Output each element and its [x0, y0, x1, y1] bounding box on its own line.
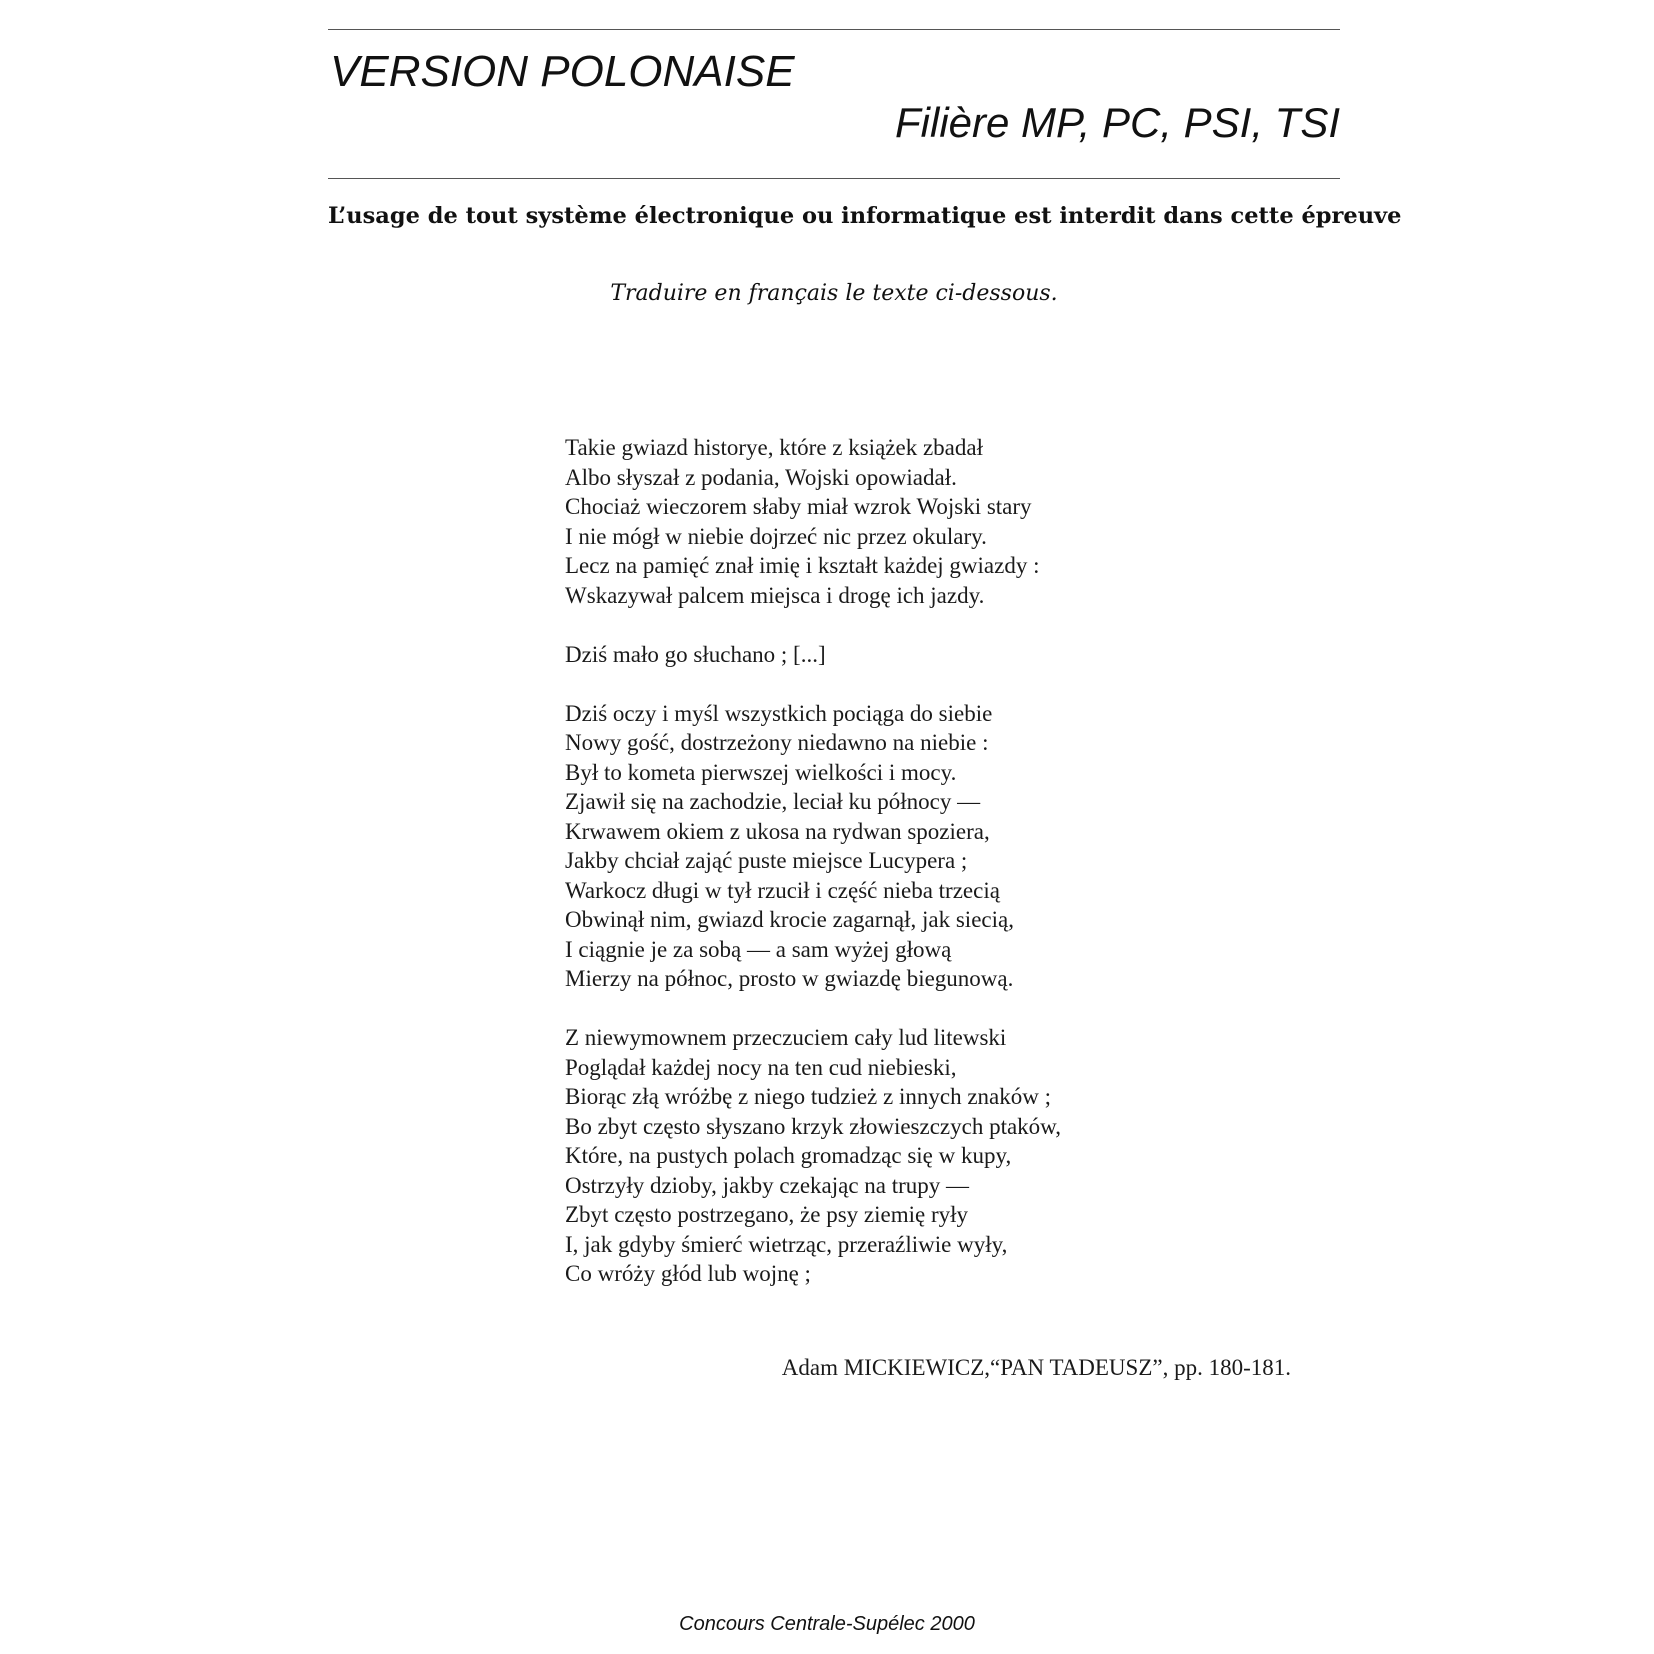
poem-citation: Adam MICKIEWICZ,“PAN TADEUSZ”, pp. 180-181. — [781, 1355, 1291, 1380]
poem-line: Poglądał każdej nocy na ten cud niebieski, — [565, 1054, 957, 1080]
poem-text — [565, 433, 1061, 1289]
poem-line: Chociaż wieczorem słaby miał wzrok Wojski stary — [565, 494, 1032, 519]
poem-line: Krwawem okiem z ukosa na rydwan spoziera, — [565, 818, 990, 844]
poem-line: Nowy gość, dostrzeżony niedawno na niebie : — [565, 730, 989, 755]
poem-line: Dziś oczy i myśl wszystkich pociąga do siebie — [565, 700, 993, 726]
poem-stanza — [565, 640, 1061, 670]
poem-line: Był to kometa pierwszej wielkości i mocy. — [565, 759, 957, 785]
page-footer: Concours Centrale-Supélec 2000 — [679, 1613, 975, 1635]
poem-line: Które, na pustych polach gromadząc się w kupy, — [565, 1143, 1012, 1168]
poem-line: Takie gwiazd historye, które z książek zbadał — [565, 435, 983, 460]
header-top-rule — [328, 29, 1340, 30]
poem-line: Co wróży głód lub wojnę ; — [565, 1261, 811, 1286]
poem-line: Jakby chciał zająć puste miejsce Lucypera ; — [565, 848, 968, 873]
poem-stanza — [565, 1023, 1061, 1289]
exam-instruction: Traduire en français le texte ci-dessous. — [610, 281, 1058, 306]
poem-line: Obwinął nim, gwiazd krocie zagarnął, jak siecią, — [565, 907, 1014, 932]
poem-line: Zbyt często postrzegano, że psy ziemię ryły — [565, 1202, 968, 1227]
poem-line: Lecz na pamięć znał imię i kształt każdej gwiazdy : — [565, 553, 1040, 578]
poem-line: Zjawił się na zachodzie, leciał ku północy — — [565, 789, 981, 814]
page-title: VERSION POLONAISE — [330, 47, 795, 96]
page-subtitle: Filière MP, PC, PSI, TSI — [895, 99, 1340, 146]
poem-line: Mierzy na północ, prosto w gwiazdę biegunową. — [565, 966, 1014, 991]
poem-stanza — [565, 699, 1061, 994]
header-bottom-rule — [328, 178, 1340, 179]
exam-notice: L’usage de tout système électronique ou informatique est interdit dans cette épreuve — [328, 203, 1402, 229]
poem-line: I nie mógł w niebie dojrzeć nic przez okulary. — [565, 523, 987, 549]
poem-line: Albo słyszał z podania, Wojski opowiadał. — [565, 464, 957, 490]
poem-line: I ciągnie je za sobą — a sam wyżej głową — [565, 936, 952, 962]
poem-line: Wskazywał palcem miejsca i drogę ich jazdy. — [565, 582, 985, 608]
poem-line: Dziś mało go słuchano ; [...] — [565, 641, 826, 667]
poem-line: Bo zbyt często słyszano krzyk złowieszczych ptaków, — [565, 1113, 1062, 1139]
poem-line: Ostrzyły dzioby, jakby czekając na trupy — — [565, 1172, 970, 1198]
poem-line: I, jak gdyby śmierć wietrząc, przeraźliwie wyły, — [565, 1231, 1008, 1257]
poem-line: Z niewymownem przeczuciem cały lud litewski — [565, 1025, 1007, 1050]
poem-line: Warkocz długi w tył rzucił i część nieba trzecią — [565, 877, 1000, 903]
poem-line: Biorąc złą wróżbę z niego tudzież z innych znaków ; — [565, 1084, 1051, 1109]
poem-stanza — [565, 433, 1061, 610]
